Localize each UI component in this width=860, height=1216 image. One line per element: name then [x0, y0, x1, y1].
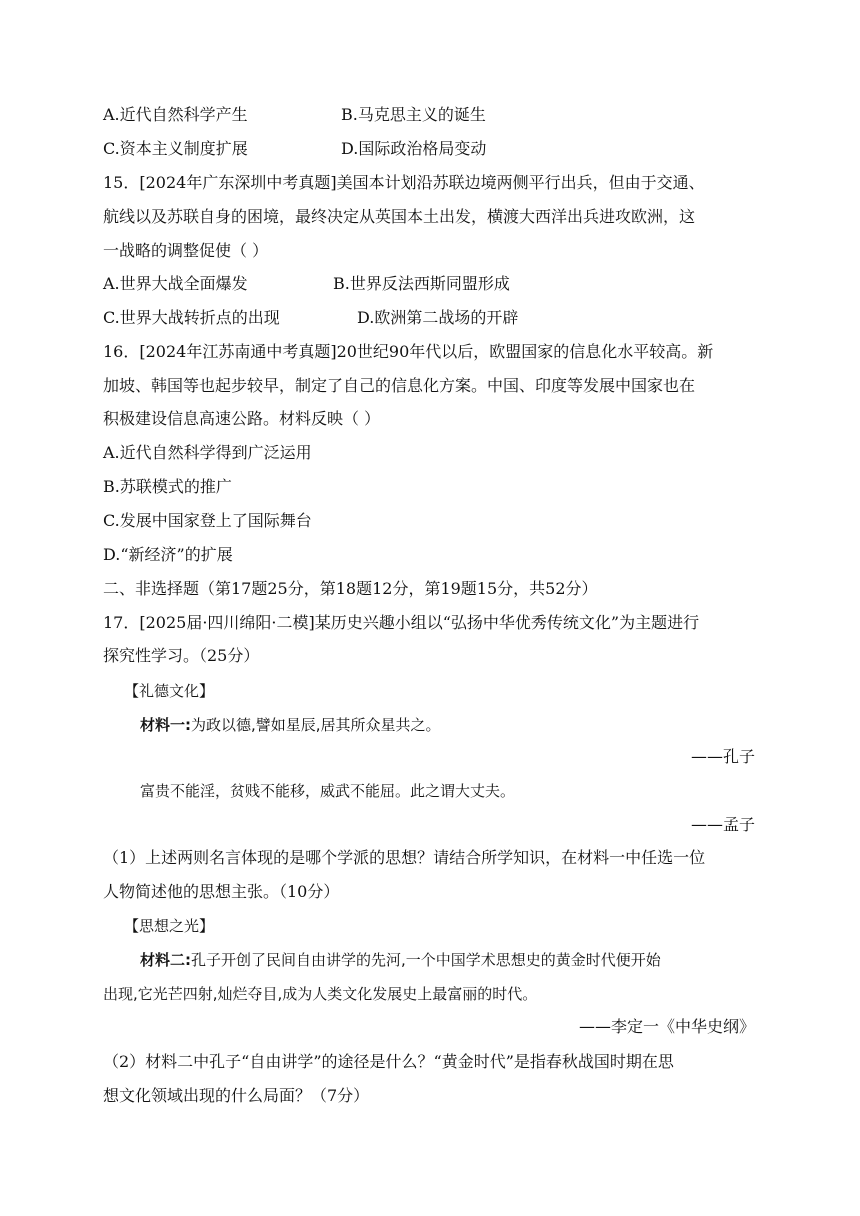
q14-option-b: B.马克思主义的诞生: [341, 105, 486, 124]
material2-paragraph-line1: [140, 949, 661, 971]
q15-option-d: D.欧洲第二战场的开辟: [357, 308, 519, 327]
q16-option-a: A.近代自然科学得到广泛运用: [103, 443, 312, 462]
q14-option-d: D.国际政治格局变动: [341, 139, 487, 158]
q16-stem-line3: 积极建设信息高速公路。材料反映（ ）: [103, 409, 381, 428]
q17-sub2-line1: （2）材料二中孔子“自由讲学”的途径是什么？“黄金时代”是指春秋战国时期在思: [103, 1052, 674, 1071]
material1-source: ——孔子: [690, 747, 755, 766]
q15-stem-line1: 15．[2024年广东深圳中考真题]美国本计划沿苏联边境两侧平行出兵，但由于交通、: [103, 173, 705, 192]
material1-text: 为政以德,譬如星辰,居其所众星共之。: [191, 716, 441, 734]
q16-stem-line2: 加坡、韩国等也起步较早，制定了自己的信息化方案。中国、印度等发展中国家也在: [103, 376, 696, 395]
material2-source: ——李定一《中华史纲》: [578, 1017, 755, 1036]
q17-stem-line1: 17．[2025届·四川绵阳·二模]某历史兴趣小组以“弘扬中华优秀传统文化”为主题进行: [103, 613, 700, 632]
q15-option-b: B.世界反法西斯同盟形成: [333, 274, 510, 293]
q14-option-c: C.资本主义制度扩展: [103, 139, 248, 158]
section-heading: 二、非选择题（第17题25分，第18题12分，第19题15分，共52分）: [103, 579, 598, 598]
q16-option-c: C.发展中国家登上了国际舞台: [103, 511, 312, 530]
q17-sub1-line2: 人物简述他的思想主张。（10分）: [103, 882, 340, 901]
material2-label: 材料二:: [140, 951, 191, 969]
material1b-source: ——孟子: [690, 815, 755, 834]
material1-label: 材料一:: [140, 716, 191, 734]
part1-title: 【礼德文化】: [124, 682, 215, 700]
q17-sub1-line1: （1）上述两则名言体现的是哪个学派的思想？请结合所学知识，在材料一中任选一位: [103, 848, 706, 867]
part2-title: 【思想之光】: [124, 917, 215, 935]
q15-option-a: A.世界大战全面爆发: [103, 274, 248, 293]
material1b-text: 富贵不能淫，贫贱不能移，威武不能屈。此之谓大丈夫。: [140, 782, 516, 800]
q15-stem-line3: 一战略的调整促使（ ）: [103, 241, 269, 260]
q15-stem-line2: 航线以及苏联自身的困境，最终决定从英国本土出发，横渡大西洋出兵进攻欧洲，这: [103, 207, 696, 226]
q17-stem-line2: 探究性学习。（25分）: [103, 646, 260, 665]
material2-text1: 孔子开创了民间自由讲学的先河,一个中国学术思想史的黄金时代便开始: [191, 951, 661, 969]
q16-option-b: B.苏联模式的推广: [103, 477, 232, 496]
material2-text2: 出现,它光芒四射,灿烂夺目,成为人类文化发展史上最富丽的时代。: [103, 985, 538, 1003]
q15-option-c: C.世界大战转折点的出现: [103, 308, 280, 327]
q16-stem-line1: 16．[2024年江苏南通中考真题]20世纪90年代以后，欧盟国家的信息化水平较高。新: [103, 342, 714, 361]
q17-sub2-line2: 想文化领域出现的什么局面？（7分）: [103, 1086, 370, 1105]
material1-paragraph: [140, 714, 441, 736]
q14-option-a: A.近代自然科学产生: [103, 105, 248, 124]
q16-option-d: D.“新经济”的扩展: [103, 545, 233, 564]
